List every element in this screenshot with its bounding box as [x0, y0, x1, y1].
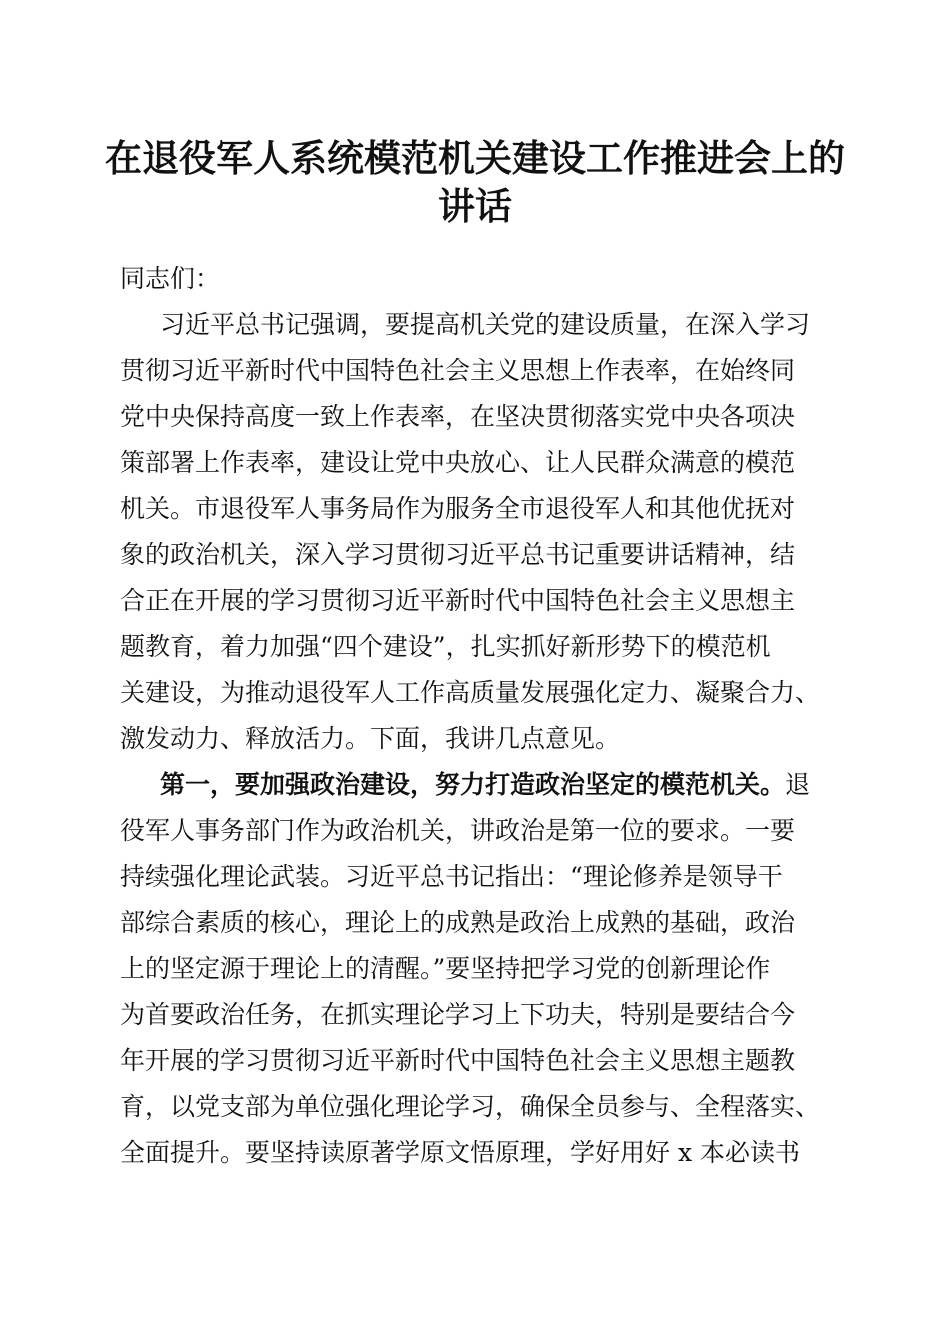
document-title-line-1: 在退役军人系统模范机关建设工作推进会上的: [105, 136, 845, 180]
paragraph-2-line: 部综合素质的核心，理论上的成熟是政治上成熟的基础，政治: [120, 908, 796, 937]
paragraph-1-line: 合正在开展的学习贯彻习近平新时代中国特色社会主义思想主: [120, 586, 796, 615]
paragraph-2-continuation: 退: [785, 770, 811, 799]
paragraph-1-line: 题教育，着力加强“四个建设”，扎实抓好新形势下的模范机: [120, 632, 771, 661]
paragraph-2-first-line: [120, 762, 840, 808]
paragraph-2-line: 育，以党支部为单位强化理论学习，确保全员参与、全程落实、: [120, 1092, 821, 1121]
section-heading-political-building: 第一，要加强政治建设，努力打造政治坚定的模范机关。: [160, 770, 786, 799]
paragraph-2-line: 全面提升。要坚持读原著学原文悟原理，学好用好 x 本必读书: [120, 1138, 800, 1167]
paragraph-1-line: 关建设，为推动退役军人工作高质量发展强化定力、凝聚合力、: [120, 678, 821, 707]
paragraph-1-line: 党中央保持高度一致上作表率，在坚决贯彻落实党中央各项决: [120, 402, 796, 431]
paragraph-1-line: 习近平总书记强调，要提高机关党的建设质量，在深入学习: [160, 310, 811, 339]
paragraph-1-line: 贯彻习近平新时代中国特色社会主义思想上作表率，在始终同: [120, 356, 796, 385]
document-title-line-2: 讲话: [438, 184, 512, 228]
paragraph-1-line: 机关。市退役军人事务局作为服务全市退役军人和其他优抚对: [120, 494, 796, 523]
paragraph-2-line: 役军人事务部门作为政治机关，讲政治是第一位的要求。一要: [120, 816, 796, 845]
paragraph-2-line: 上的坚定源于理论上的清醒。”要坚持把学习党的创新理论作: [120, 954, 771, 983]
paragraph-1-line: 激发动力、释放活力。下面，我讲几点意见。: [120, 724, 621, 753]
paragraph-1-line: 象的政治机关，深入学习贯彻习近平总书记重要讲话精神，结: [120, 540, 796, 569]
document-body: [120, 256, 840, 1176]
paragraph-2-line: 年开展的学习贯彻习近平新时代中国特色社会主义思想主题教: [120, 1046, 796, 1075]
paragraph-2-line: 持续强化理论武装。习近平总书记指出：“理论修养是领导干: [120, 862, 783, 891]
salutation: 同志们：: [120, 264, 221, 293]
paragraph-1-line: 策部署上作表率，建设让党中央放心、让人民群众满意的模范: [120, 448, 796, 477]
paragraph-2-line: 为首要政治任务，在抓实理论学习上下功夫，特别是要结合今: [120, 1000, 796, 1029]
